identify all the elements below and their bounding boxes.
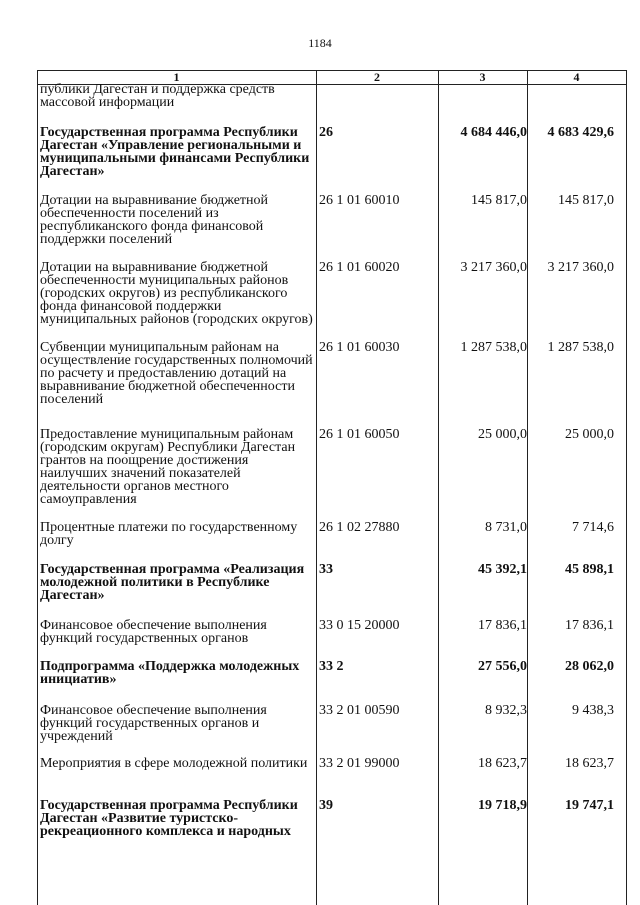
- row-code: 33 2 01 00590: [319, 703, 400, 718]
- column-divider: [626, 70, 627, 905]
- row-code: 26 1 01 60050: [319, 427, 400, 442]
- row-code: 33 0 15 20000: [319, 618, 400, 633]
- row-value-4: 4 683 429,6: [547, 125, 614, 140]
- row-value-4: 25 000,0: [565, 427, 614, 442]
- column-header-3: 3: [479, 70, 486, 84]
- row-value-4: 7 714,6: [572, 520, 614, 535]
- column-divider: [527, 70, 528, 905]
- row-value-3: 4 684 446,0: [460, 125, 527, 140]
- row-value-3: 45 392,1: [478, 562, 527, 577]
- row-code: 26 1 02 27880: [319, 520, 400, 535]
- row-name: Государственная программа Республики Дагестан «Управление региональными и муниципальными финансами Республики Дагестан»: [40, 125, 310, 179]
- row-value-4: 28 062,0: [565, 659, 614, 674]
- row-name: Мероприятия в сфере молодежной политики: [40, 756, 308, 771]
- row-name: Процентные платежи по государственному долгу: [40, 520, 298, 548]
- row-code: 26 1 01 60020: [319, 260, 400, 275]
- row-name: Дотации на выравнивание бюджетной обеспеченности муниципальных районов (городских округов) из республиканского фонда финансовой поддержки муниципальных районов (городских округов): [40, 260, 313, 327]
- row-value-4: 9 438,3: [572, 703, 614, 718]
- row-name: Дотации на выравнивание бюджетной обеспеченности поселений из республиканского фонда финансовой поддержки поселений: [40, 193, 269, 247]
- column-header-2: 2: [374, 70, 380, 84]
- column-divider: [37, 70, 38, 905]
- row-value-3: 1 287 538,0: [460, 340, 527, 355]
- row-code: 33 2: [319, 659, 344, 674]
- row-value-4: 3 217 360,0: [547, 260, 614, 275]
- row-name: Финансовое обеспечение выполнения функций государственных органов: [40, 618, 267, 646]
- row-value-3: 145 817,0: [471, 193, 527, 208]
- row-value-3: 8 731,0: [485, 520, 527, 535]
- row-value-3: 3 217 360,0: [460, 260, 527, 275]
- row-code: 26: [319, 125, 333, 140]
- row-value-4: 45 898,1: [565, 562, 614, 577]
- row-value-3: 19 718,9: [478, 798, 527, 813]
- column-header-1: 1: [173, 70, 180, 84]
- row-code: 26 1 01 60030: [319, 340, 400, 355]
- row-name: Подпрограмма «Поддержка молодежных инициатив»: [40, 659, 300, 687]
- row-name: Государственная программа Республики Дагестан «Развитие туристско-рекреационного комплекса и народных: [40, 798, 298, 839]
- row-code: 33: [319, 562, 333, 577]
- row-value-3: 25 000,0: [478, 427, 527, 442]
- row-value-4: 17 836,1: [565, 618, 614, 633]
- row-name: Государственная программа «Реализация молодежной политики в Республике Дагестан»: [40, 562, 305, 603]
- row-code: 26 1 01 60010: [319, 193, 400, 208]
- row-value-4: 145 817,0: [558, 193, 614, 208]
- row-value-3: 27 556,0: [478, 659, 527, 674]
- column-divider: [316, 70, 317, 905]
- row-value-3: 18 623,7: [478, 756, 527, 771]
- row-code: 39: [319, 798, 333, 813]
- page-number: 1184: [308, 36, 332, 50]
- row-name: публики Дагестан и поддержка средств массовой информации: [40, 82, 275, 110]
- row-value-4: 18 623,7: [565, 756, 614, 771]
- row-value-3: 8 932,3: [485, 703, 527, 718]
- row-name: Предоставление муниципальным районам (городским округам) Республики Дагестан грантов на поощрение достижения наилучших значений показателей деятельности органов местного самоуправления: [40, 427, 296, 507]
- column-header-4: 4: [573, 70, 580, 84]
- row-name: Финансовое обеспечение выполнения функций государственных органов и учреждений: [40, 703, 267, 744]
- row-name: Субвенции муниципальным районам на осуществление государственных полномочий по расчету и предоставлению дотаций на выравнивание бюджетной обеспеченности поселений: [40, 340, 313, 407]
- row-value-4: 1 287 538,0: [547, 340, 614, 355]
- row-code: 33 2 01 99000: [319, 756, 400, 771]
- row-value-4: 19 747,1: [565, 798, 614, 813]
- row-value-3: 17 836,1: [478, 618, 527, 633]
